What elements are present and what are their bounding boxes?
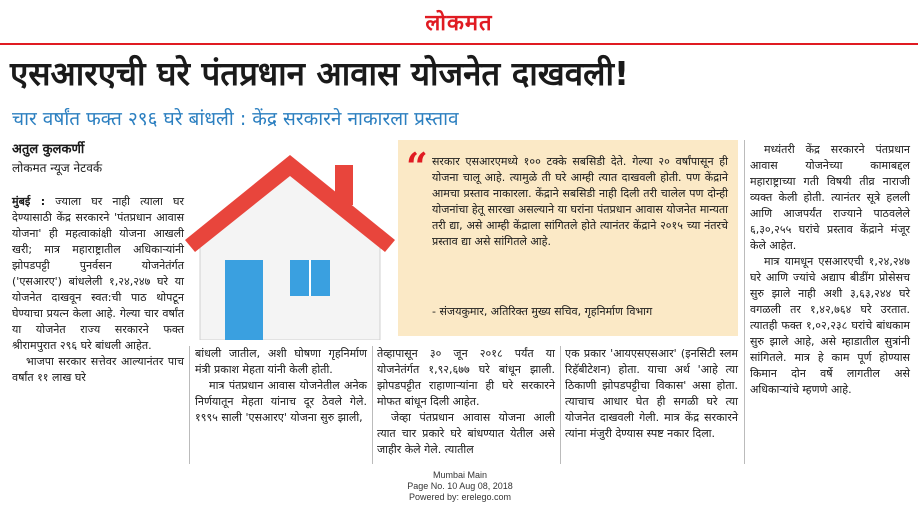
newspaper-logo: लोकमत bbox=[425, 10, 493, 36]
page-footer bbox=[350, 470, 570, 503]
dateline: मुंबई : bbox=[12, 195, 46, 208]
article-column-3 bbox=[377, 346, 555, 458]
column-divider bbox=[189, 346, 190, 464]
house-icon bbox=[180, 140, 420, 340]
article-column-5 bbox=[750, 142, 910, 398]
masthead bbox=[0, 0, 918, 44]
author-name: अतुल कुलकर्णी bbox=[12, 142, 85, 157]
page-date: Page No. 10 Aug 08, 2018 bbox=[407, 481, 513, 491]
column-text: बांधली जातील, अशी घोषणा गृहनिर्माण मंत्री प्रकाश मेहता यांनी केली होती. bbox=[195, 347, 367, 376]
article-column-1 bbox=[12, 194, 184, 386]
edition-name: Mumbai Main bbox=[432, 470, 488, 480]
agency-name: लोकमत न्यूज नेटवर्क bbox=[12, 161, 103, 175]
subheadline: चार वर्षांत फक्त २९६ घरे बांधली : केंद्र सरकारने नाकारला प्रस्ताव bbox=[12, 108, 459, 130]
quote-text: सरकार एसआरएमध्ये १०० टक्के सबसिडी देते. गेल्या २० वर्षांपासून ही योजना चालू आहे. त्यामुळे ती घरे आम्ही त्यात दाखवली होती. पण केंद्राने आमचा प्रस्ताव नाकारला. केंद्राने सबसिडी नाही दिली तरी चालेल पण दोन्ही योजनांचा हेतू सारखा असल्याने या घरांना पंतप्रधान आवास योजनेत मान्यता तरी द्या, असे आम्ही केंद्राला सांगितले होते त्यानंतर केंद्राने २०१५ च्या नंतरचे प्रस्ताव द्या असे सांगितले आहे. bbox=[432, 155, 728, 248]
quote-box bbox=[398, 140, 738, 336]
column-text: एक प्रकार 'आयएसएसआर' (इनसिटी स्लम रिहॅबीटेशन) होता. याचा अर्थ 'आहे त्या ठिकाणी झोपडपट्टीचा विकास' असा होता. त्याचाच आधार घेत ही सगळी घरे त्या योजनेत दाखवली गेली. मात्र केंद्र सरकारने त्यांना मंजुरी देण्यास स्पष्ट नकार दिला. bbox=[565, 347, 738, 440]
quote-mark-icon: “ bbox=[406, 144, 428, 189]
column-divider bbox=[744, 140, 745, 464]
column-divider bbox=[372, 346, 373, 464]
powered-by: Powered by: erelego.com bbox=[408, 492, 512, 502]
headline: एसआरएची घरे पंतप्रधान आवास योजनेत दाखवली! bbox=[10, 54, 630, 93]
article-column-4 bbox=[565, 346, 738, 442]
column-text: मात्र यामधून एसआरएची १,२४,२४७ घरे आणि ज्यांचे अद्याप बीडींग प्रोसेसच सुरु झाले नाही अशी ३,६३,२४४ घरे वगळली तर १,४२,७६४ घरे उरतात. त्यातही फक्त १,०२,२३८ घरांचे बांधकाम सुरु झाले आहे, असे म्हाडातील सुत्रांनी सांगितले. मात्र हे काम पूर्ण होण्यास किमान दोन वर्षे लागतील असे अधिकाऱ्यांचे म्हणणे आहे. bbox=[750, 255, 910, 396]
column-text: भाजपा सरकार सत्तेवर आल्यानंतर पाच वर्षांत ११ लाख घरे bbox=[12, 355, 184, 384]
column-text: जेव्हा पंतप्रधान आवास योजना आली त्यात चार प्रकारे घरे बांधण्यात येतील असे जाहीर केले गेले. त्यातील bbox=[377, 411, 555, 456]
column-text: मात्र पंतप्रधान आवास योजनेतील अनेक निर्णयातून मेहता यांनाच दूर ठेवले गेले. १९९५ साली 'एसआरए' योजना सुरु झाली, bbox=[195, 379, 367, 424]
column-divider bbox=[560, 346, 561, 464]
article-column-2 bbox=[195, 346, 367, 426]
masthead-rule bbox=[0, 43, 918, 45]
quote-attribution: - संजयकुमार, अतिरिक्त मुख्य सचिव, गृहनिर्माण विभाग bbox=[432, 305, 653, 318]
column-text: तेव्हापासून ३० जून २०१८ पर्यंत या योजनेतंर्गत १,९२,६७७ घरे बांधून झाली. झोपडपट्टीत राहाणाऱ्यांना ही घरे सरकारने मोफत बांधून दिली आहेत. bbox=[377, 347, 555, 408]
column-text: मध्यंतरी केंद्र सरकारने पंतप्रधान आवास योजनेच्या कामाबद्दल महाराष्ट्राच्या गती विषयी तीव्र नाराजी व्यक्त केली होती. त्यानंतर सूत्रे हलली आणि आजपर्यंत राज्याने पाठवलेले ६,३०,२५५ घरांचे प्रस्ताव केंद्राने मंजूर केले आहेत. bbox=[750, 143, 910, 252]
column-text: ज्याला घर नाही त्याला घर देण्यासाठी केंद्र सरकारने 'पंतप्रधान आवास योजना' ही महत्वाकांक्षी योजना आखली खरी; मात्र महाराष्ट्रातील अधिकाऱ्यांनी झोपडपट्टी पुनर्वसन योजनेतंर्गत ('एसआरए') बांधलेली १,२४,२४७ घरे या योजनेत दाखवून स्वत:ची पाठ थोपटून घेण्याचा प्रयत्न केला आहे. गेल्या चार वर्षांत या योजनेत राज्य सरकारने फक्त श्रीरामपुरात २९६ घरे बांधली आहेत. bbox=[12, 195, 184, 352]
